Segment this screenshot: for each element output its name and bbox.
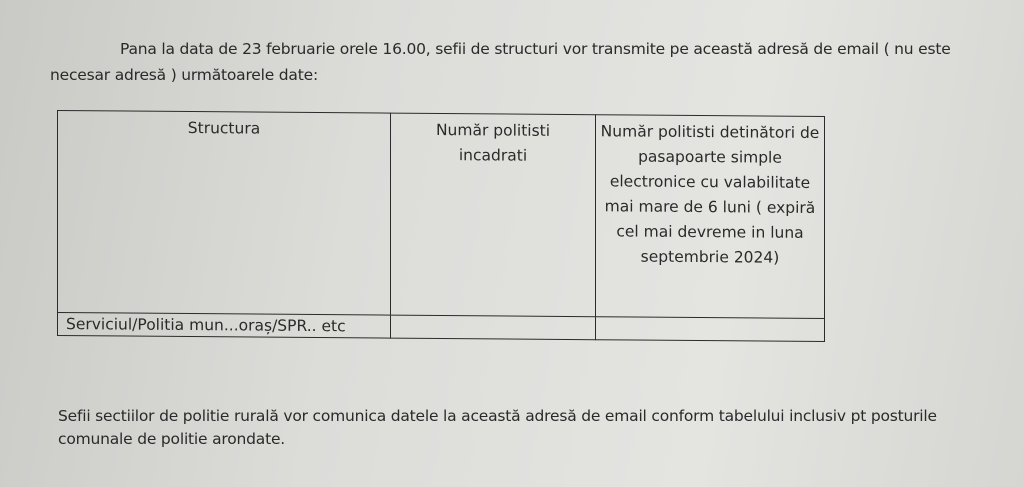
intro-text: Pana la data de 23 februarie orele 16.00, sefii de structuri vor transmite pe această adresă de email ( nu este necesar adresă ) următoarele date: — [50, 40, 951, 84]
cell-pasapoarte — [596, 317, 825, 342]
intro-paragraph — [50, 36, 990, 88]
cell-structura: Serviciul/Politia mun...oraș/SPR.. etc — [58, 313, 391, 339]
data-table — [57, 110, 825, 342]
outro-paragraph: Sefii sectiilor de politie rurală vor comunica datele la această adresă de email conform tabelului inclusiv pt posturile comunale de politie arondate. — [58, 407, 937, 448]
header-structura: Structura — [58, 111, 391, 316]
table-header-row — [58, 111, 825, 319]
data-table-container — [57, 110, 824, 342]
header-numar-politisti-pasapoarte: Număr politisti detinători de pasapoarte simple electronice cu valabilitate mai mare de 6 luni ( expiră cel mai devreme in luna septembrie 2024) — [596, 115, 825, 319]
header-numar-politisti-incadrati: Număr politisti incadrati — [391, 113, 596, 317]
table-row — [58, 313, 825, 342]
cell-incadrati — [391, 315, 596, 340]
